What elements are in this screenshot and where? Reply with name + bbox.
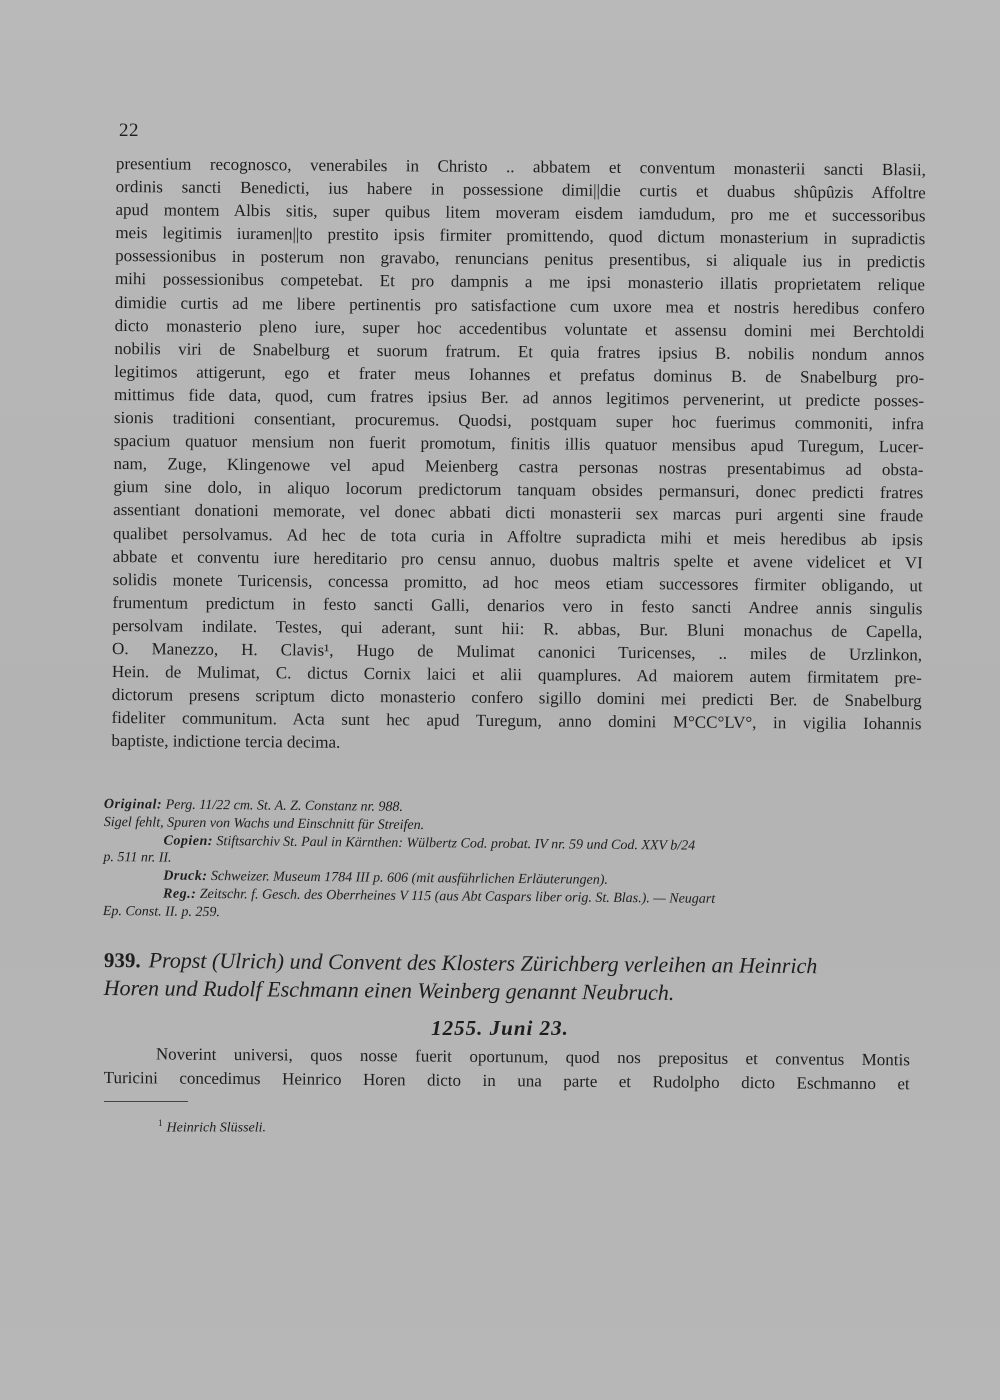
page-number: 22 — [119, 120, 139, 141]
body-line: apud montem Albis sitis, super quibus litem moveram eisdem iamdudum, pro me et successoribus — [115, 200, 926, 226]
footnote — [158, 1118, 266, 1137]
note-reg-continued: Ep. Const. II. p. 259. — [102, 903, 221, 920]
body-line: legitimos attigerunt, ego et frater meus Iohannes et prefatus dominus B. de Snabelburg pro- — [114, 361, 925, 388]
body-line: qualibet persolvamus. Ad hec de tota curia in Affoltre supradicta mihi et meis heredibus ab ipsis — [112, 523, 924, 549]
body-line: frumentum predictum in festo sancti Galli, denarios vero in festo sancti Andree annis singulis — [112, 592, 923, 619]
note-original-text: Perg. 11/22 cm. St. A. Z. Constanz nr. 988. — [165, 797, 404, 815]
body-line: sionis traditioni consentiant, procuremus. Quodsi, postquam super hoc fuerimus commoniti, infra — [113, 408, 924, 434]
note-copien-text: Stiftsarchiv St. Paul in Kärnthen: Wülbertz Cod. probat. IV nr. 59 und Cod. XXV b/24 — [216, 833, 696, 854]
body-line: nam, Zuge, Klingenowe vel apud Meienberg castra personas nostras presentabimus ad obsta- — [113, 454, 924, 480]
body-line: persolvam indilate. Testes, qui aderant, sunt hii: R. abbas, Bur. Bluni monachus de Capella, — [112, 615, 923, 642]
body-line: baptiste, indictione tercia decima. — [111, 731, 341, 753]
note-copien-label: Copien: — [163, 833, 214, 849]
note-reg-label: Reg.: — [162, 886, 197, 902]
charter-body-text — [111, 152, 926, 759]
body-line: meis legitimis iuramen||to prestito ipsis firmiter promittendo, quod dictum monasterium in supradictis — [115, 223, 926, 249]
footnote-text: Heinrich Slüsseli. — [166, 1120, 267, 1136]
footnote-divider — [104, 1101, 188, 1102]
source-notes — [103, 796, 916, 928]
body-line: O. Manezzo, H. Clavis¹, Hugo de Mulimat canonici Turicenses, .. miles de Urzlinkon, — [112, 638, 923, 665]
body-line: gium sine dolo, in aliquo locorum predictorum tanquam obsides permansuri, donec predicti fratres — [113, 477, 924, 503]
body-line: presentium recognosco, venerabiles in Christo .. abbatem et conventum monasterii sancti Blasii, — [115, 153, 926, 180]
document-body-line-2: Turicini concedimus Heinrico Horen dicto in una parte et Rudolpho dicto Eschmanno et — [103, 1067, 910, 1093]
body-line: spacium quatuor mensium non fuerit promotum, finitis illis quatuor mensibus apud Turegum, Lucer- — [113, 431, 924, 457]
document-body-text — [104, 1042, 910, 1095]
document-date: 1255. Juni 23. — [431, 1016, 569, 1040]
body-line: Hein. de Mulimat, C. dictus Cornix laici et alii quamplures. Ad maiorem autem firmitatem pre- — [111, 662, 922, 688]
document-body-line-1: Noverint universi, quos nosse fuerit oportunum, quod nos prepositus et conventus Montis — [155, 1044, 910, 1070]
body-line: assentiant donationi memorate, vel donec abbati dicti monasterii sex marcas puri argenti sine fraude — [113, 500, 924, 526]
document-number: 939. — [103, 947, 141, 973]
body-line: dictorum presens scriptum dicto monasterio confero sigillo domini mei predicti Ber. de Snabelburg — [111, 685, 922, 711]
note-druck-text: Schweizer. Museum 1784 III p. 606 (mit ausführlichen Erläuterungen). — [210, 869, 609, 889]
footnote-marker: 1 — [158, 1118, 163, 1128]
body-line: fideliter communitum. Acta sunt hec apud Turegum, anno domini M°CC°LV°, in vigilia Iohannis — [111, 708, 922, 734]
body-line: nobilis viri de Snabelburg et suorum fratrum. Et quia fratres ipsius B. nobilis nondum annos — [114, 338, 925, 365]
note-reg-text: Zeitschr. f. Gesch. des Oberrheines V 115 (aus Abt Caspars liber orig. St. Blas.). — Neugart — [199, 886, 716, 907]
note-seal: Sigel fehlt, Spuren von Wachs und Einschnitt für Streifen. — [103, 814, 425, 833]
body-line: dicto monasterio pleno iure, super hoc accedentibus voluntate et assensu domini mei Berchtoldi — [114, 315, 925, 342]
note-copien-continued: p. 511 nr. II. — [103, 850, 172, 867]
document-heading-text-1: Propst (Ulrich) und Convent des Klosters Zürichberg verleihen an Heinrich — [148, 947, 818, 979]
note-original-label: Original: — [103, 796, 163, 813]
body-line: possessionibus in posterum non gravabo, renuncians penitus presentibus, si aliquale ius in predictis — [115, 246, 926, 272]
body-line: ordinis sancti Benedicti, ius habere in possessione dimi||die curtis et duabus shûpûzis Affoltre — [115, 177, 926, 203]
document-heading-line-2: Horen und Rudolf Eschmann einen Weinberg genannt Neubruch. — [103, 974, 675, 1005]
body-line: mihi possessionibus competebat. Et pro dampnis a me ipsi monasterio illatis proprietatem relique — [114, 269, 926, 295]
body-line: dimidie curtis ad me libere pertinentis pro satisfactione cum uxore mea et nostris heredibus confero — [114, 292, 925, 318]
note-druck-label: Druck: — [163, 868, 208, 885]
document-heading — [104, 946, 916, 1009]
body-line: solidis monete Turicensis, concessa promitto, ad hoc meos etiam successores firmiter obligando, ut — [112, 569, 923, 596]
body-line: abbate et conventu iure hereditario pro censu annuo, duobus maltris spelte et avene videlicet et VI — [112, 546, 923, 572]
body-line: mittimus fide data, quod, cum fratres ipsius Ber. ad annos legitimos pervenerint, ut predicte posses- — [114, 384, 925, 411]
